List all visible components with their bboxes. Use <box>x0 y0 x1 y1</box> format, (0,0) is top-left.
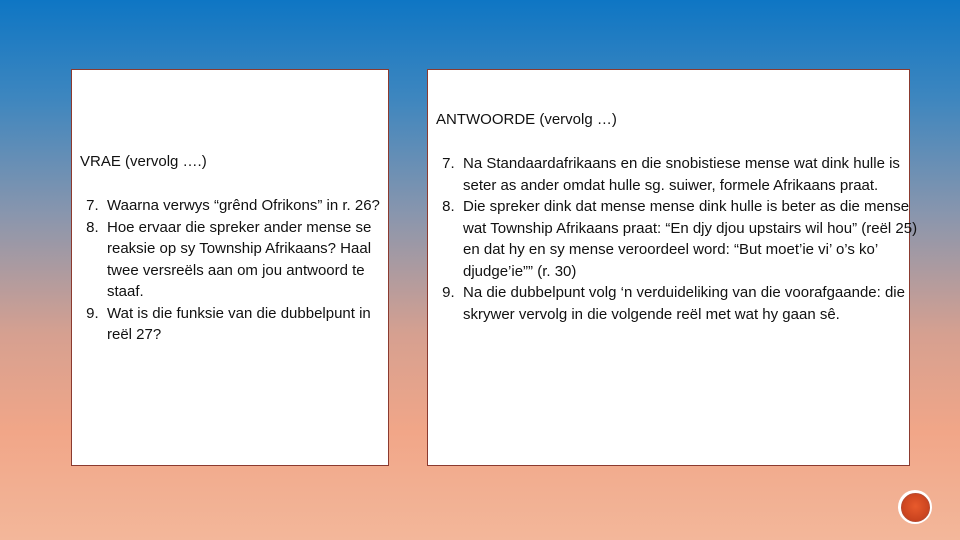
list-item: 8. Die spreker dink dat mense mense dink hulle is beter as die mense wat Township Afrikaans praat: “En djy djou upstairs wil hou” (reël 25) en dat hy en sy mense veroordeel word: “But moet’ie vi’ o’s ko’ djudge’ie”” (r. 30) <box>463 196 923 282</box>
questions-heading: VRAE (vervolg ….) <box>80 153 207 170</box>
list-item: 9. Na die dubbelpunt volg ‘n verduideliking van die voorafgaande: die skrywer vervolg in die volgende reël met wat hy gaan sê. <box>463 282 923 325</box>
list-item: 7. Na Standaardafrikaans en die snobistiese mense wat dink hulle is seter as ander omdat hulle sg. suiwer, formele Afrikaans praat. <box>463 153 923 196</box>
slide-nav-button[interactable] <box>898 490 932 524</box>
list-item: 9. Wat is die funksie van die dubbelpunt in reël 27? <box>107 303 397 346</box>
questions-panel <box>71 69 389 466</box>
answers-panel <box>427 69 918 466</box>
answers-list <box>436 153 923 325</box>
list-item: 8. Hoe ervaar die spreker ander mense se reaksie op sy Township Afrikaans? Haal twee versreëls aan om jou antwoord te staaf. <box>107 217 397 303</box>
answers-heading: ANTWOORDE (vervolg …) <box>436 111 617 128</box>
circle-nav-icon <box>901 493 930 522</box>
list-item: 7. Waarna verwys “grênd Ofrikons” in r. 26? <box>107 195 397 217</box>
questions-list <box>80 195 397 346</box>
